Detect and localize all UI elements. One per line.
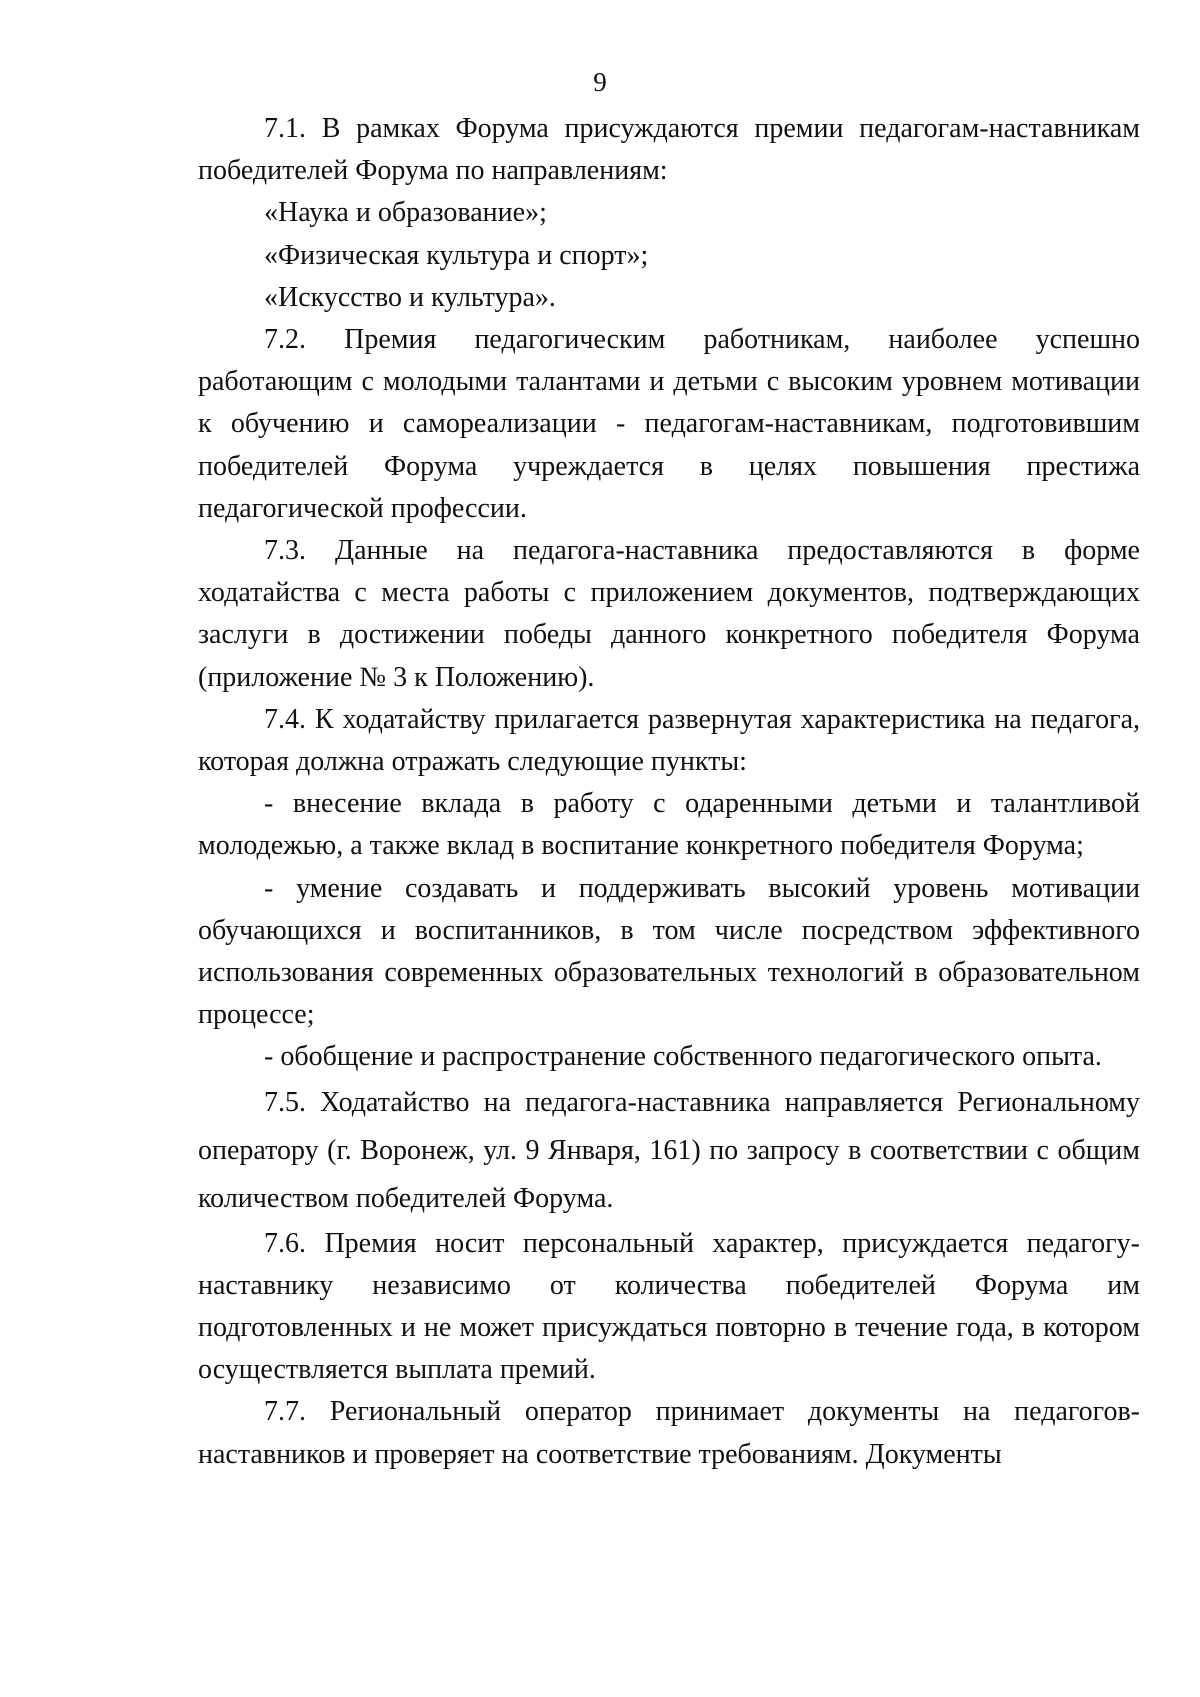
document-body [198, 108, 1140, 1476]
list-item-science-education: «Наука и образование»; [264, 197, 547, 229]
paragraph-7-1: 7.1. В рамках Форума присуждаются премии педагогам-наставникам победителей Форума по направлениям: [198, 113, 1140, 187]
paragraph-7-6: 7.6. Премия носит персональный характер, присуждается педагогу-наставнику независимо от количества победителей Форума им подготовленных и не может присуждаться повторно в течение года, в котором осуществляется выплата премий. [198, 1227, 1140, 1386]
paragraph-7-5: 7.5. Ходатайство на педагога-наставника направляется Региональному оператору (г. Воронеж, ул. 9 Января, 161) по запросу в соответствии с общим количеством победителей Форума. [198, 1086, 1140, 1214]
list-item-experience: - обобщение и распространение собственного педагогического опыта. [264, 1041, 1102, 1073]
list-item-contribution: - внесение вклада в работу с одаренными детьми и талантливой молодежью, а также вклад в воспитание конкретного победителя Форума; [198, 788, 1140, 862]
paragraph-7-4: 7.4. К ходатайству прилагается развернутая характеристика на педагога, которая должна отражать следующие пункты: [198, 703, 1140, 778]
paragraph-7-2: 7.2. Премия педагогическим работникам, наиболее успешно работающим с молодыми талантами и детьми с высоким уровнем мотивации к обучению и самореализации - педагогам-наставникам, подготовившим победителей Форума учреждается в целях повышения престижа педагогической профессии. [198, 324, 1140, 524]
list-item-motivation: - умение создавать и поддерживать высокий уровень мотивации обучающихся и воспитанников, в том числе посредством эффективного использования современных образовательных технологий в образовательном процессе; [198, 872, 1140, 1031]
paragraph-7-3: 7.3. Данные на педагога-наставника предоставляются в форме ходатайства с места работы с приложением документов, подтверждающих заслуги в достижении победы данного конкретного победителя Форума (приложение № 3 к Положению). [198, 535, 1140, 693]
paragraph-7-7: 7.7. Региональный оператор принимает документы на педагогов-наставников и проверяет на соответствие требованиям. Документы [198, 1396, 1140, 1470]
list-item-sport: «Физическая культура и спорт»; [264, 239, 649, 271]
list-item-art-culture: «Искусство и культура». [264, 281, 556, 313]
page-number: 9 [593, 67, 607, 97]
